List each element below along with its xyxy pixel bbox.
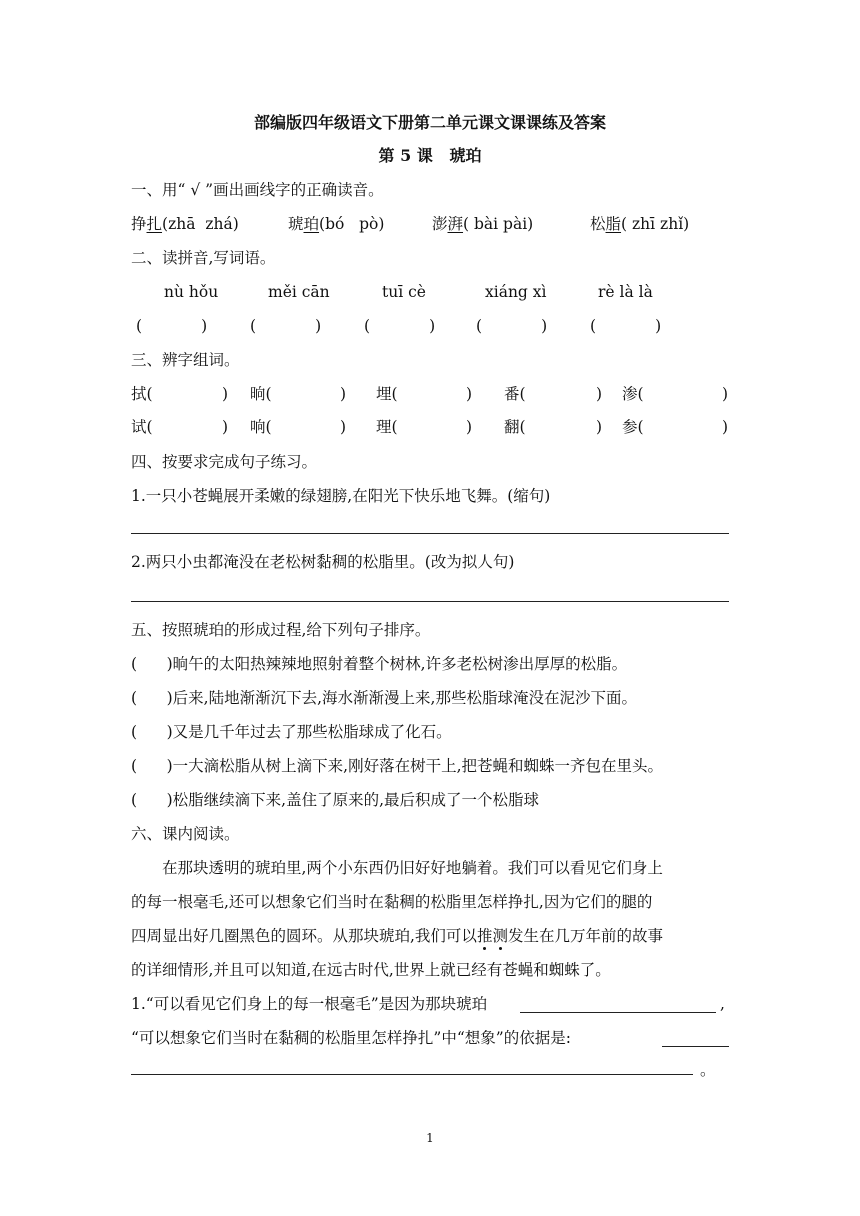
char-cell[interactable]: 响(	[250, 418, 272, 436]
order-item: ( )松脂继续滴下来,盖住了原来的,最后积成了一个松脂球	[131, 791, 540, 809]
paren-close: )	[222, 418, 229, 436]
section-6-heading: 六、课内阅读。	[131, 825, 240, 843]
order-item: ( )一大滴松脂从树上滴下来,刚好落在树干上,把苍蝇和蜘蛛一齐包在里头。	[131, 757, 664, 775]
char-cell[interactable]: 番(	[504, 385, 526, 403]
char-cell[interactable]: 晌(	[250, 385, 272, 403]
answer-box[interactable]: ( )	[476, 317, 548, 335]
answer-line[interactable]	[662, 1046, 729, 1047]
answer-box[interactable]: ( )	[136, 317, 208, 335]
char-cell[interactable]: 参(	[622, 418, 644, 436]
period: 。	[700, 1061, 716, 1079]
document-title: 部编版四年级语文下册第二单元课文课课练及答案	[253, 113, 606, 132]
question-text: “可以想象它们当时在黏稠的松脂里怎样挣扎”中“想象”的依据是:	[131, 1029, 571, 1047]
reading-item: 澎湃( bài pài)	[432, 215, 534, 233]
order-item: ( )晌午的太阳热辣辣地照射着整个树林,许多老松树渗出厚厚的松脂。	[131, 655, 628, 673]
answer-box[interactable]: ( )	[590, 317, 662, 335]
order-box[interactable]: ( )	[131, 757, 173, 775]
order-box[interactable]: ( )	[131, 791, 173, 809]
passage-line: 在那块透明的琥珀里,两个小东西仍旧好好地躺着。我们可以看见它们身上	[162, 859, 663, 877]
char-cell[interactable]: 试(	[131, 418, 153, 436]
reading-item: 挣扎(zhā zhá)	[131, 215, 239, 233]
section-5-heading: 五、按照琥珀的形成过程,给下列句子排序。	[131, 621, 431, 639]
paren-close: )	[222, 385, 229, 403]
passage-line: 的详细情形,并且可以知道,在远古时代,世界上就已经有苍蝇和蜘蛛了。	[131, 961, 611, 979]
char-cell[interactable]: 理(	[376, 418, 398, 436]
char-cell[interactable]: 渗(	[622, 385, 644, 403]
paren-close: )	[596, 418, 603, 436]
order-box[interactable]: ( )	[131, 689, 173, 707]
order-item: ( )后来,陆地渐渐沉下去,海水渐渐漫上来,那些松脂球淹没在泥沙下面。	[131, 689, 637, 707]
lesson-title: 第 5 课 琥珀	[378, 146, 482, 165]
reading-item: 琥珀(bó pò)	[288, 215, 385, 233]
char-cell[interactable]: 拭(	[131, 385, 153, 403]
section-1-heading: 一、用“ √ ”画出画线字的正确读音。	[131, 181, 384, 199]
pinyin-item: nù hǒu	[164, 283, 219, 301]
section-3-heading: 三、辨字组词。	[131, 351, 240, 369]
answer-box[interactable]: ( )	[364, 317, 436, 335]
section-2-heading: 二、读拼音,写词语。	[131, 249, 276, 267]
reading-item: 松脂( zhī zhǐ)	[590, 215, 690, 233]
paren-close: )	[466, 418, 473, 436]
answer-line[interactable]	[520, 1012, 716, 1013]
section-4-heading: 四、按要求完成句子练习。	[131, 453, 318, 471]
question-text: 2.两只小虫都淹没在老松树黏稠的松脂里。(改为拟人句)	[131, 553, 515, 571]
char-cell[interactable]: 翻(	[504, 418, 526, 436]
order-box[interactable]: ( )	[131, 655, 173, 673]
paren-close: )	[466, 385, 473, 403]
paren-close: )	[340, 418, 347, 436]
answer-line[interactable]	[131, 1074, 693, 1075]
paren-close: )	[340, 385, 347, 403]
order-box[interactable]: ( )	[131, 723, 173, 741]
pinyin-item: měi cān	[268, 283, 330, 301]
pinyin-item: tuī cè	[382, 283, 426, 301]
pinyin-item: rè là là	[598, 283, 653, 301]
passage-line: 的每一根毫毛,还可以想象它们当时在黏稠的松脂里怎样挣扎,因为它们的腿的	[131, 893, 653, 911]
paren-close: )	[596, 385, 603, 403]
answer-line[interactable]	[131, 601, 729, 602]
page-number: 1	[426, 1131, 434, 1145]
order-item: ( )又是几千年过去了那些松脂球成了化石。	[131, 723, 452, 741]
comma: ,	[720, 995, 725, 1013]
question-text: 1.一只小苍蝇展开柔嫩的绿翅膀,在阳光下快乐地飞舞。(缩句)	[131, 487, 551, 505]
paren-close: )	[722, 418, 729, 436]
pinyin-item: xiáng xì	[485, 283, 547, 301]
paren-close: )	[722, 385, 729, 403]
char-cell[interactable]: 埋(	[376, 385, 398, 403]
passage-line: 四周显出好几圈黑色的圆环。从那块琥珀,我们可以推测发生在几万年前的故事	[131, 927, 663, 945]
answer-line[interactable]	[131, 533, 729, 534]
answer-box[interactable]: ( )	[250, 317, 322, 335]
question-text: 1.“可以看见它们身上的每一根毫毛”是因为那块琥珀	[131, 995, 488, 1013]
